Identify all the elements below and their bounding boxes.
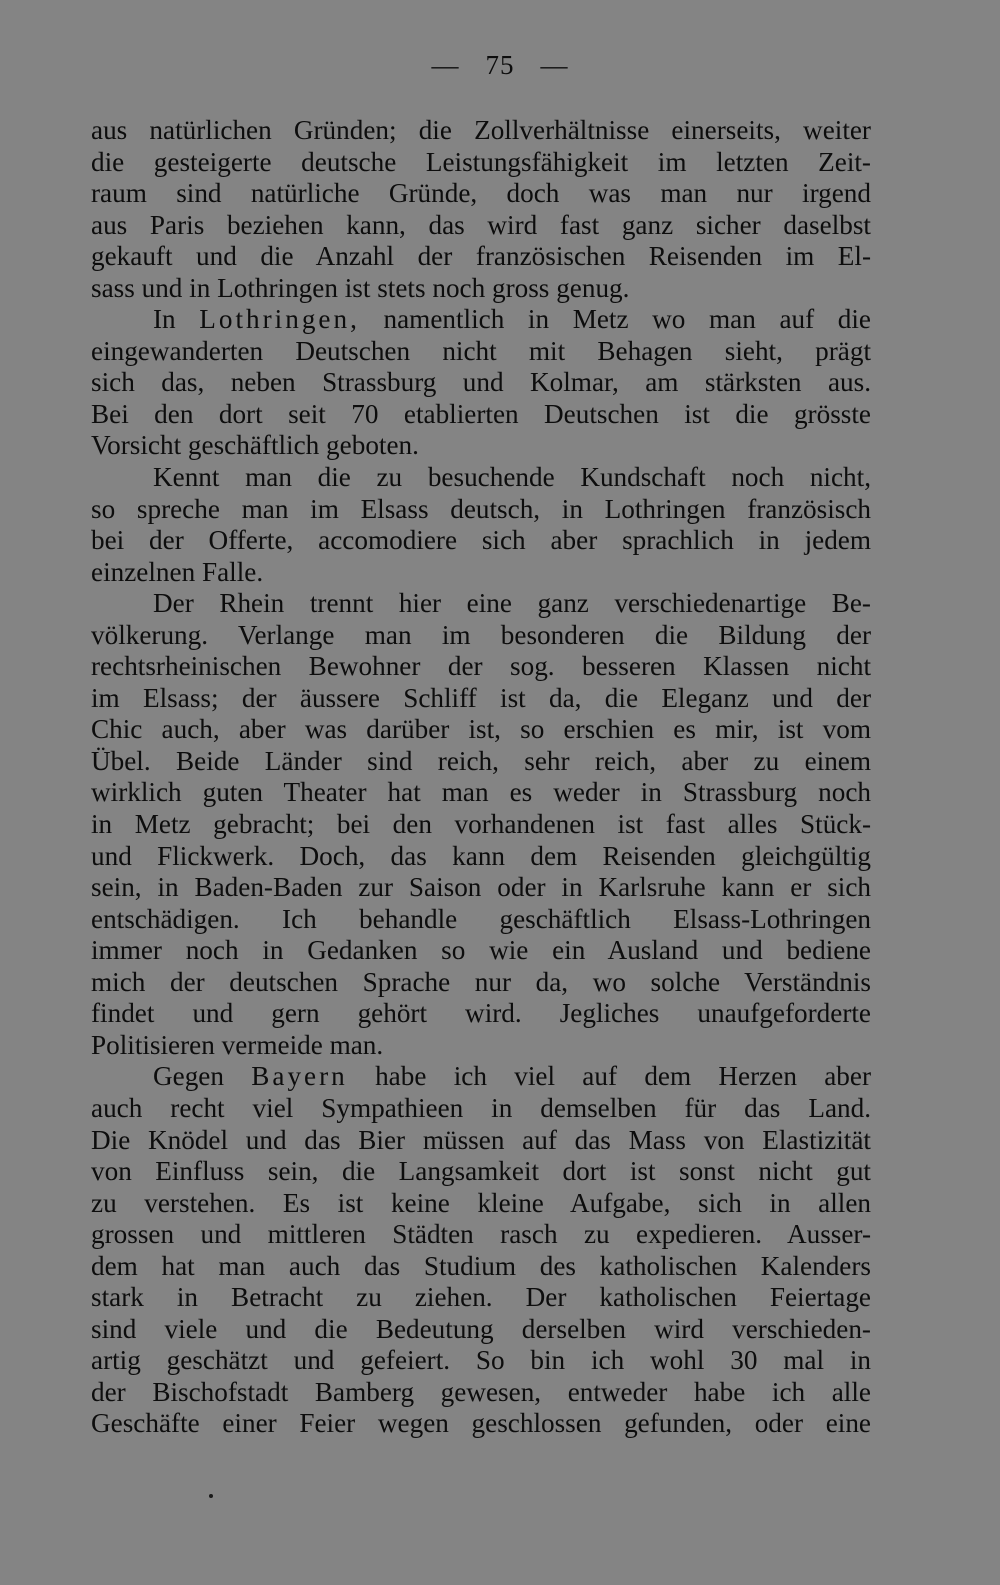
text-line: aus natürlichen Gründen; die Zollverhältnisse einerseits, weiter (91, 115, 871, 145)
text-line: völkerung. Verlange man im besonderen die Bildung der (91, 619, 871, 650)
text-line: in Metz gebracht; bei den vorhandenen ist fast alles Stück- (91, 809, 871, 840)
text-line: stark in Betracht zu ziehen. Der katholischen Feiertage (91, 1282, 871, 1313)
text-line: Bei den dort seit 70 etablierten Deutschen ist die grösste (91, 398, 871, 429)
text-line: Übel. Beide Länder sind reich, sehr reich, aber zu einem (91, 745, 871, 776)
page-number: 75 (485, 50, 515, 80)
page-header (0, 50, 1000, 81)
text-line: findet und gern gehört wird. Jegliches unaufgeforderte (91, 998, 871, 1029)
text-line: auch recht viel Sympathieen in demselben für das Land. (91, 1092, 871, 1123)
emphasized-word: Lothringen, (199, 304, 360, 335)
text-line: raum sind natürliche Gründe, doch was man nur irgend (91, 178, 871, 209)
body-text (91, 115, 871, 1440)
text-line: von Einfluss sein, die Langsamkeit dort ist sonst nicht gut (91, 1156, 871, 1187)
text-line: zu verstehen. Es ist keine kleine Aufgabe, sich in allen (91, 1187, 871, 1218)
text-line: artig geschätzt und gefeiert. So bin ich wohl 30 mal in (91, 1345, 871, 1376)
emphasized-word: Bayern (251, 1061, 348, 1092)
text-line: Geschäfte einer Feier wegen geschlossen gefunden, oder eine (91, 1408, 871, 1439)
text-line: rechtsrheinischen Bewohner der sog. besseren Klassen nicht (91, 651, 871, 682)
text-line: Politisieren vermeide man. (91, 1029, 384, 1060)
header-dash-right: — (540, 50, 569, 80)
text-line: Chic auch, aber was darüber ist, so erschien es mir, ist vom (91, 714, 871, 745)
text-line: grossen und mittleren Städten rasch zu expedieren. Ausser- (91, 1219, 871, 1250)
text-line: sass und in Lothringen ist stets noch gross genug. (91, 272, 630, 303)
text-line: gekauft und die Anzahl der französischen Reisenden im El- (91, 241, 871, 272)
text-line: die gesteigerte deutsche Leistungsfähigkeit im letzten Zeit- (91, 146, 871, 177)
text-line: mich der deutschen Sprache nur da, wo solche Verständnis (91, 966, 871, 997)
text-line: sein, in Baden-Baden zur Saison oder in Karlsruhe kann er sich (91, 872, 871, 903)
text-line: bei der Offerte, accomodiere sich aber sprachlich in jedem (91, 525, 871, 556)
text-line: immer noch in Gedanken so wie ein Ausland und bediene (91, 935, 871, 966)
text-line: entschädigen. Ich behandle geschäftlich Elsass-Lothringen (91, 903, 871, 934)
text-line: wirklich guten Theater hat man es weder in Strassburg noch (91, 777, 871, 808)
text-line: Der Rhein trennt hier eine ganz verschiedenartige Be- (153, 588, 871, 619)
text-line: Kennt man die zu besuchende Kundschaft noch nicht, (153, 462, 871, 493)
text-line: Die Knödel und das Bier müssen auf das Mass von Elastizität (91, 1124, 871, 1155)
text-line: eingewanderten Deutschen nicht mit Behagen sieht, prägt (91, 335, 871, 366)
print-speck (209, 1494, 213, 1498)
text-line: so spreche man im Elsass deutsch, in Lothringen französisch (91, 493, 871, 524)
text-line: sich das, neben Strassburg und Kolmar, am stärksten aus. (91, 367, 871, 398)
text-line: Vorsicht geschäftlich geboten. (91, 430, 419, 461)
text-line: sind viele und die Bedeutung derselben wird verschieden- (91, 1313, 871, 1344)
text-line: der Bischofstadt Bamberg gewesen, entweder habe ich alle (91, 1376, 871, 1407)
text-line: und Flickwerk. Doch, das kann dem Reisenden gleichgültig (91, 840, 871, 871)
header-dash-left: — (431, 50, 460, 80)
text-line: In Lothringen, namentlich in Metz wo man auf die (153, 304, 872, 335)
text-line: im Elsass; der äussere Schliff ist da, die Eleganz und der (91, 682, 871, 713)
text-line: aus Paris beziehen kann, das wird fast ganz sicher daselbst (91, 209, 871, 240)
text-line: dem hat man auch das Studium des katholischen Kalenders (91, 1250, 871, 1281)
text-line: einzelnen Falle. (91, 556, 264, 587)
text-line: Gegen Bayern habe ich viel auf dem Herzen aber (153, 1061, 871, 1092)
